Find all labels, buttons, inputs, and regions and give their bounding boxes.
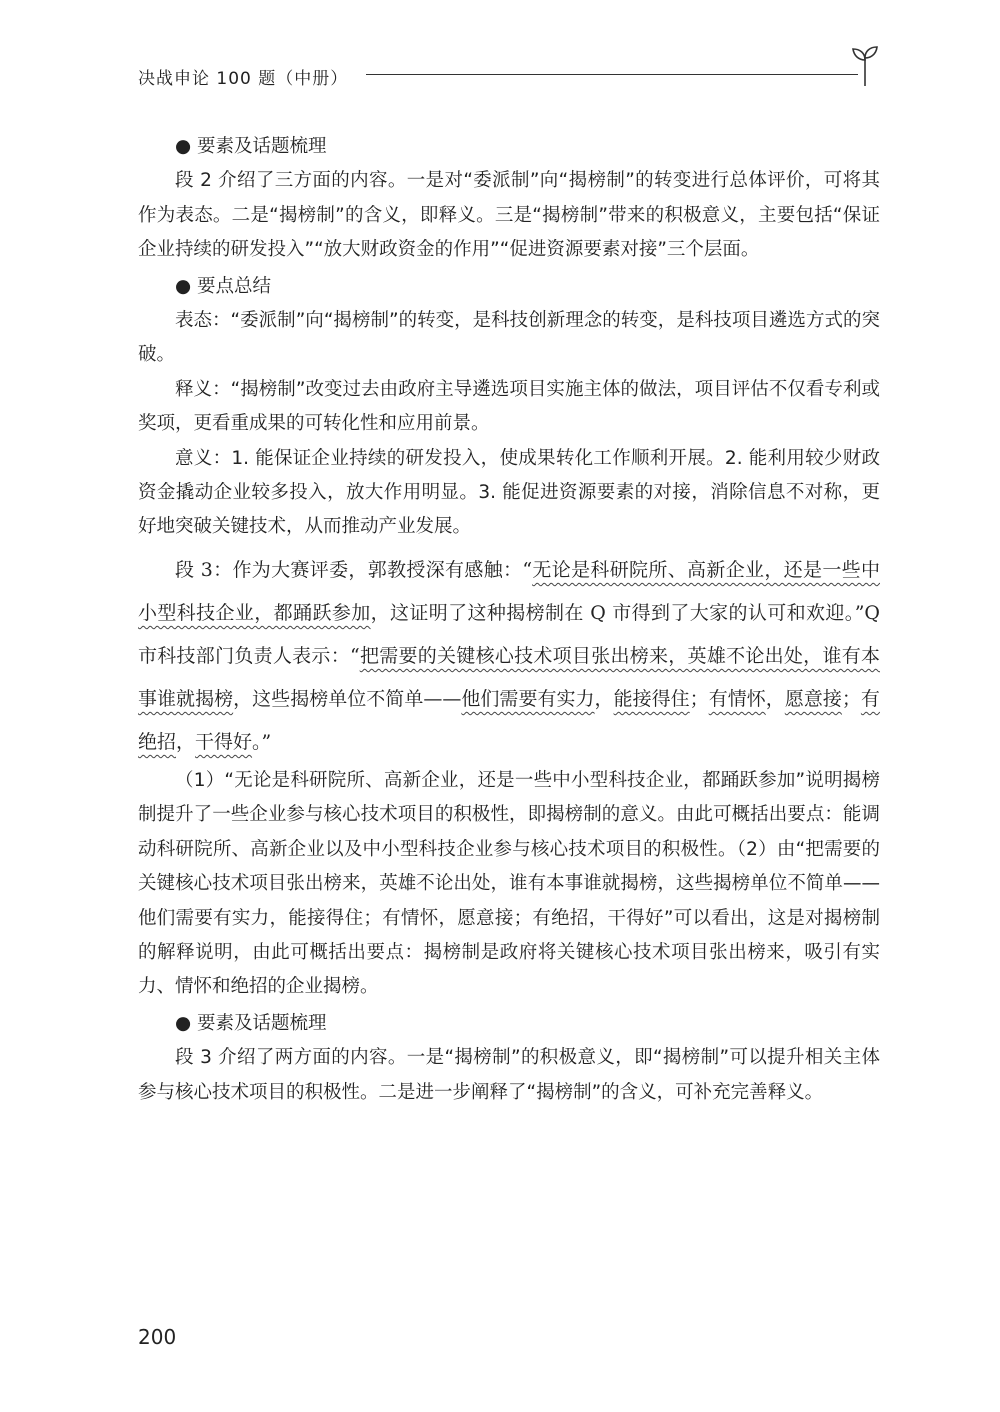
underlined-phrase: 愿意接 xyxy=(784,687,842,710)
running-header xyxy=(138,64,880,100)
underlined-phrase: 有情怀 xyxy=(708,687,766,710)
paragraph-analysis-2: （1）“无论是科研院所、高新企业，还是一些中小型科技企业，都踊跃参加”说明揭榜制提升了一些企业参与核心技术项目的积极性，即揭榜制的意义。由此可概括出要点：能调动科研院所、高新企业以及中小型科技企业参与核心技术项目的积极性。（2）由“把需要的关键核心技术项目张出榜来，英雄不论出处，谁有本事谁就揭榜，这些揭榜单位不简单——他们需要有实力，能接得住；有情怀，愿意接；有绝招，干得好”可以看出，这是对揭榜制的解释说明，由此可概括出要点：揭榜制是政府将关键核心技术项目张出榜来，吸引有实力、情怀和绝招的企业揭榜。 xyxy=(138,769,880,998)
underlined-phrase: 把需要的关键核心技术项目张出榜来，英雄不论出处，谁有本事谁就揭榜 xyxy=(138,644,880,710)
page-content xyxy=(138,128,880,1110)
quote-text: 段 3：作为大赛评委，郭教授深有感触：“ xyxy=(175,558,533,581)
paragraph-definition: 释义：“揭榜制”改变过去由政府主导遴选项目实施主体的做法，项目评估不仅看专利或奖项，更看重成果的可转化性和应用前景。 xyxy=(138,378,880,435)
header-rule xyxy=(366,74,858,75)
underlined-phrase: 他们需要有实力 xyxy=(461,687,595,710)
quote-text: ， xyxy=(594,687,614,710)
book-title: 决战申论 100 题（中册） xyxy=(138,69,349,89)
underlined-phrase: 有绝招 xyxy=(138,687,880,753)
section-heading-elements-2: ● 要素及话题梳理 xyxy=(175,1012,327,1034)
quote-text: ； xyxy=(689,687,709,710)
quote-text: 。” xyxy=(252,730,272,753)
paragraph-significance: 意义：1. 能保证企业持续的研发投入，使成果转化工作顺利开展。2. 能利用较少财政资金撬动企业较多投入，放大作用明显。3. 能促进资源要素的对接，消除信息不对称，更好地突破关键技术，从而推动产业发展。 xyxy=(138,447,880,538)
paragraph-analysis-1: 段 2 介绍了三方面的内容。一是对“委派制”向“揭榜制”的转变进行总体评价，可将其作为表态。二是“揭榜制”的含义，即释义。三是“揭榜制”带来的积极意义，主要包括“保证企业持续的研发投入”“放大财政资金的作用”“促进资源要素对接”三个层面。 xyxy=(138,170,880,261)
quote-text: ； xyxy=(841,687,861,710)
underlined-phrase: 能接得住 xyxy=(613,687,690,710)
underlined-phrase: 干得好 xyxy=(195,730,253,753)
section-heading-elements: ● 要素及话题梳理 xyxy=(175,136,327,157)
page-number: 200 xyxy=(138,1325,177,1349)
sprout-icon xyxy=(850,44,880,86)
section-heading-summary: ● 要点总结 xyxy=(175,275,272,297)
quoted-material-paragraph xyxy=(138,549,880,764)
paragraph-stance: 表态：“委派制”向“揭榜制”的转变，是科技创新理念的转变，是科技项目遴选方式的突破。 xyxy=(138,310,880,366)
paragraph-analysis-3: 段 3 介绍了两方面的内容。一是“揭榜制”的积极意义，即“揭榜制”可以提升相关主体参与核心技术项目的积极性。二是进一步阐释了“揭榜制”的含义，可补充完善释义。 xyxy=(138,1047,880,1103)
quote-text: ，这证明了这种揭榜制在 Q 市得到了大家的认可和欢迎。”Q 市科技部门负责人表示：“ xyxy=(138,601,880,667)
underlined-phrase: 无论是科研院所、高新企业，还是一些中小型科技企业，都踊跃参加 xyxy=(138,558,880,624)
quote-text: ，这些揭榜单位不简单—— xyxy=(233,687,462,710)
quote-text: ， xyxy=(765,687,785,710)
quote-text: ， xyxy=(176,730,196,753)
